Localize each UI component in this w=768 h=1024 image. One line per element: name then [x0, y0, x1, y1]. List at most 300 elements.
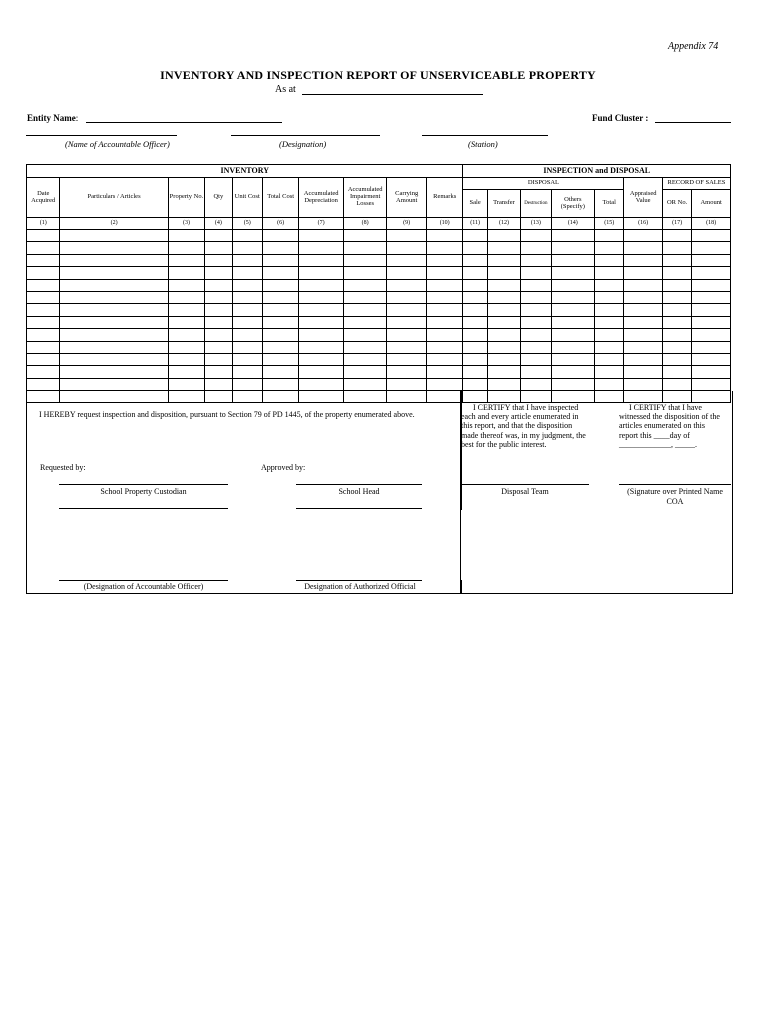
- table-cell[interactable]: [487, 366, 520, 378]
- table-cell[interactable]: [463, 353, 487, 365]
- table-cell[interactable]: [262, 230, 298, 242]
- table-cell[interactable]: [551, 230, 595, 242]
- table-cell[interactable]: [487, 242, 520, 254]
- table-cell[interactable]: [551, 329, 595, 341]
- table-cell[interactable]: [299, 378, 344, 390]
- table-cell[interactable]: [487, 304, 520, 316]
- table-cell[interactable]: [487, 291, 520, 303]
- table-cell[interactable]: [521, 230, 551, 242]
- accountable-officer-name-field[interactable]: [26, 135, 177, 136]
- table-cell[interactable]: [551, 341, 595, 353]
- table-cell[interactable]: [662, 230, 691, 242]
- column-number: (4): [205, 218, 232, 230]
- table-cell[interactable]: [232, 378, 262, 390]
- column-number: (10): [426, 218, 463, 230]
- table-cell[interactable]: [662, 366, 691, 378]
- table-cell[interactable]: [426, 279, 463, 291]
- column-number: (3): [168, 218, 204, 230]
- table-cell[interactable]: [60, 291, 168, 303]
- table-cell[interactable]: [487, 279, 520, 291]
- col-unit-cost: Unit Cost: [232, 178, 262, 218]
- table-cell[interactable]: [662, 267, 691, 279]
- table-cell[interactable]: [232, 341, 262, 353]
- table-cell[interactable]: [426, 291, 463, 303]
- table-row: [27, 230, 731, 242]
- table-cell[interactable]: [168, 366, 204, 378]
- table-cell[interactable]: [426, 230, 463, 242]
- table-cell[interactable]: [624, 230, 662, 242]
- table-cell[interactable]: [662, 291, 691, 303]
- table-cell[interactable]: [692, 242, 731, 254]
- entity-name-label: Entity Name:: [27, 113, 79, 123]
- table-cell[interactable]: [624, 304, 662, 316]
- table-cell[interactable]: [232, 291, 262, 303]
- table-cell[interactable]: [387, 279, 426, 291]
- table-cell[interactable]: [60, 230, 168, 242]
- table-cell[interactable]: [426, 353, 463, 365]
- table-cell[interactable]: [299, 254, 344, 266]
- designation-authorized-label: Designation of Authorized Official: [304, 582, 416, 591]
- table-cell[interactable]: [463, 366, 487, 378]
- table-cell[interactable]: [60, 267, 168, 279]
- table-cell[interactable]: [426, 242, 463, 254]
- table-cell[interactable]: [487, 378, 520, 390]
- table-cell[interactable]: [692, 329, 731, 341]
- table-cell[interactable]: [624, 291, 662, 303]
- table-cell[interactable]: [232, 353, 262, 365]
- table-cell[interactable]: [27, 329, 60, 341]
- table-cell[interactable]: [27, 378, 60, 390]
- table-cell[interactable]: [168, 267, 204, 279]
- col-accumulated-impairment: Accumulated Impairment Losses: [343, 178, 387, 218]
- table-cell[interactable]: [463, 316, 487, 328]
- table-cell[interactable]: [343, 291, 387, 303]
- table-cell[interactable]: [487, 230, 520, 242]
- table-cell[interactable]: [262, 254, 298, 266]
- table-cell[interactable]: [343, 279, 387, 291]
- table-cell[interactable]: [487, 254, 520, 266]
- table-cell[interactable]: [595, 291, 624, 303]
- table-cell[interactable]: [463, 230, 487, 242]
- inventory-table: [26, 164, 731, 403]
- table-cell[interactable]: [262, 267, 298, 279]
- table-cell[interactable]: [692, 304, 731, 316]
- table-cell[interactable]: [662, 279, 691, 291]
- table-cell[interactable]: [27, 291, 60, 303]
- table-cell[interactable]: [463, 341, 487, 353]
- table-row: [27, 329, 731, 341]
- table-cell[interactable]: [662, 378, 691, 390]
- table-cell[interactable]: [463, 267, 487, 279]
- station-caption: (Station): [468, 139, 498, 149]
- signature-printed-label: (Signature over Printed Name: [627, 487, 723, 496]
- col-destruction: Destruction: [521, 190, 551, 218]
- table-cell[interactable]: [624, 366, 662, 378]
- table-cell[interactable]: [168, 279, 204, 291]
- table-cell[interactable]: [27, 316, 60, 328]
- table-cell[interactable]: [595, 279, 624, 291]
- table-cell[interactable]: [168, 291, 204, 303]
- inventory-header: INVENTORY: [27, 165, 463, 178]
- table-cell[interactable]: [662, 242, 691, 254]
- table-cell[interactable]: [27, 267, 60, 279]
- col-property-no: Property No.: [168, 178, 204, 218]
- table-cell[interactable]: [299, 329, 344, 341]
- column-number: (15): [595, 218, 624, 230]
- form-bottom-border: [26, 593, 732, 594]
- table-cell[interactable]: [27, 304, 60, 316]
- table-cell[interactable]: [299, 267, 344, 279]
- column-number: (2): [60, 218, 168, 230]
- table-cell[interactable]: [27, 242, 60, 254]
- col-accumulated-depreciation: Accumulated Depreciation: [299, 178, 344, 218]
- school-property-custodian-label: School Property Custodian: [100, 487, 187, 496]
- table-cell[interactable]: [205, 353, 232, 365]
- table-cell[interactable]: [205, 316, 232, 328]
- table-cell[interactable]: [205, 242, 232, 254]
- table-cell[interactable]: [487, 341, 520, 353]
- blank-gap: [26, 510, 732, 580]
- table-cell[interactable]: [426, 329, 463, 341]
- table-cell[interactable]: [463, 254, 487, 266]
- table-cell[interactable]: [387, 230, 426, 242]
- table-cell[interactable]: [487, 316, 520, 328]
- table-cell[interactable]: [624, 242, 662, 254]
- table-cell[interactable]: [232, 254, 262, 266]
- table-cell[interactable]: [299, 242, 344, 254]
- table-cell[interactable]: [343, 267, 387, 279]
- table-cell[interactable]: [595, 267, 624, 279]
- table-cell[interactable]: [551, 366, 595, 378]
- table-cell[interactable]: [232, 316, 262, 328]
- table-cell[interactable]: [343, 353, 387, 365]
- table-cell[interactable]: [387, 378, 426, 390]
- table-cell[interactable]: [343, 304, 387, 316]
- table-cell[interactable]: [463, 378, 487, 390]
- table-cell[interactable]: [299, 230, 344, 242]
- table-cell[interactable]: [168, 353, 204, 365]
- table-cell[interactable]: [595, 353, 624, 365]
- table-cell[interactable]: [463, 279, 487, 291]
- table-cell[interactable]: [662, 341, 691, 353]
- table-cell[interactable]: [426, 378, 463, 390]
- table-cell[interactable]: [27, 353, 60, 365]
- certify-inspected-text: I CERTIFY that I have inspected each and every article enumerated in this report, and that the disposition made thereof was, in my judgment, the best for the public interest.: [461, 403, 586, 449]
- custodian-line-2[interactable]: [59, 508, 228, 509]
- table-cell[interactable]: [205, 230, 232, 242]
- column-number: (9): [387, 218, 426, 230]
- col-amount: Amount: [692, 190, 731, 218]
- column-number: (7): [299, 218, 344, 230]
- table-cell[interactable]: [595, 341, 624, 353]
- table-cell[interactable]: [27, 341, 60, 353]
- col-particulars: Particulars / Articles: [60, 178, 168, 218]
- table-cell[interactable]: [205, 304, 232, 316]
- table-cell[interactable]: [692, 279, 731, 291]
- column-number: (17): [662, 218, 691, 230]
- table-cell[interactable]: [343, 341, 387, 353]
- fund-cluster-field[interactable]: [655, 122, 731, 123]
- school-head-line-2[interactable]: [296, 508, 422, 509]
- table-cell[interactable]: [551, 267, 595, 279]
- table-cell[interactable]: [27, 254, 60, 266]
- table-cell[interactable]: [426, 254, 463, 266]
- designation-caption: (Designation): [279, 139, 327, 149]
- col-appraised-value: Appraised Value: [624, 178, 662, 218]
- table-cell[interactable]: [387, 304, 426, 316]
- table-cell[interactable]: [595, 230, 624, 242]
- table-cell[interactable]: [232, 230, 262, 242]
- table-cell[interactable]: [168, 329, 204, 341]
- table-cell[interactable]: [624, 341, 662, 353]
- school-head-signature-field[interactable]: [296, 484, 422, 485]
- table-cell[interactable]: [27, 366, 60, 378]
- table-cell[interactable]: [595, 378, 624, 390]
- record-of-sales-subheader: RECORD OF SALES: [662, 178, 730, 190]
- table-cell[interactable]: [343, 230, 387, 242]
- table-cell[interactable]: [387, 329, 426, 341]
- table-cell[interactable]: [624, 316, 662, 328]
- table-cell[interactable]: [387, 291, 426, 303]
- station-field[interactable]: [422, 135, 548, 136]
- table-cell[interactable]: [387, 353, 426, 365]
- table-cell[interactable]: [299, 316, 344, 328]
- table-cell[interactable]: [624, 329, 662, 341]
- table-cell[interactable]: [662, 353, 691, 365]
- table-cell[interactable]: [299, 353, 344, 365]
- table-cell[interactable]: [595, 366, 624, 378]
- table-cell[interactable]: [343, 254, 387, 266]
- table-cell[interactable]: [60, 353, 168, 365]
- table-cell[interactable]: [551, 316, 595, 328]
- table-cell[interactable]: [205, 329, 232, 341]
- table-cell[interactable]: [262, 242, 298, 254]
- table-cell[interactable]: [463, 242, 487, 254]
- table-cell[interactable]: [60, 329, 168, 341]
- inspection-disposal-header: INSPECTION and DISPOSAL: [463, 165, 731, 178]
- table-cell[interactable]: [521, 279, 551, 291]
- table-cell[interactable]: [387, 254, 426, 266]
- table-cell[interactable]: [595, 254, 624, 266]
- table-cell[interactable]: [299, 279, 344, 291]
- table-cell[interactable]: [426, 366, 463, 378]
- table-row: [27, 267, 731, 279]
- table-cell[interactable]: [27, 230, 60, 242]
- table-cell[interactable]: [551, 254, 595, 266]
- table-cell[interactable]: [60, 242, 168, 254]
- table-cell[interactable]: [60, 341, 168, 353]
- column-number: (6): [262, 218, 298, 230]
- coa-signature-field[interactable]: [619, 484, 731, 485]
- table-cell[interactable]: [387, 366, 426, 378]
- table-cell[interactable]: [624, 378, 662, 390]
- table-cell[interactable]: [60, 366, 168, 378]
- table-cell[interactable]: [692, 341, 731, 353]
- table-cell[interactable]: [168, 316, 204, 328]
- table-cell[interactable]: [232, 267, 262, 279]
- table-cell[interactable]: [205, 366, 232, 378]
- table-cell[interactable]: [595, 329, 624, 341]
- table-cell[interactable]: [343, 366, 387, 378]
- table-cell[interactable]: [521, 316, 551, 328]
- table-cell[interactable]: [551, 242, 595, 254]
- table-cell[interactable]: [426, 267, 463, 279]
- column-number: (16): [624, 218, 662, 230]
- table-cell[interactable]: [205, 254, 232, 266]
- table-cell[interactable]: [343, 378, 387, 390]
- appendix-label: Appendix 74: [668, 41, 719, 52]
- table-cell[interactable]: [662, 316, 691, 328]
- table-cell[interactable]: [487, 267, 520, 279]
- table-cell[interactable]: [662, 304, 691, 316]
- table-cell[interactable]: [262, 378, 298, 390]
- table-cell[interactable]: [299, 291, 344, 303]
- table-cell[interactable]: [692, 366, 731, 378]
- table-cell[interactable]: [232, 329, 262, 341]
- table-cell[interactable]: [60, 316, 168, 328]
- approved-by-label: Approved by:: [261, 463, 306, 472]
- table-cell[interactable]: [595, 316, 624, 328]
- table-cell[interactable]: [551, 291, 595, 303]
- col-transfer: Transfer: [487, 190, 520, 218]
- table-cell[interactable]: [232, 366, 262, 378]
- table-cell[interactable]: [426, 304, 463, 316]
- table-cell[interactable]: [343, 329, 387, 341]
- table-row: [27, 378, 731, 390]
- table-cell[interactable]: [299, 341, 344, 353]
- table-cell[interactable]: [624, 254, 662, 266]
- table-cell[interactable]: [595, 304, 624, 316]
- table-cell[interactable]: [692, 291, 731, 303]
- table-cell[interactable]: [262, 316, 298, 328]
- table-cell[interactable]: [387, 341, 426, 353]
- table-cell[interactable]: [521, 378, 551, 390]
- table-cell[interactable]: [168, 341, 204, 353]
- table-cell[interactable]: [521, 366, 551, 378]
- column-number: (13): [521, 218, 551, 230]
- col-remarks: Remarks: [426, 178, 463, 218]
- table-cell[interactable]: [168, 254, 204, 266]
- table-cell[interactable]: [387, 316, 426, 328]
- table-cell[interactable]: [262, 304, 298, 316]
- table-cell[interactable]: [60, 254, 168, 266]
- table-row: [27, 316, 731, 328]
- table-cell[interactable]: [551, 353, 595, 365]
- table-cell[interactable]: [463, 329, 487, 341]
- table-cell[interactable]: [299, 366, 344, 378]
- table-cell[interactable]: [624, 353, 662, 365]
- table-cell[interactable]: [168, 378, 204, 390]
- name-caption: (Name of Accountable Officer): [65, 139, 170, 149]
- table-cell[interactable]: [487, 353, 520, 365]
- table-cell[interactable]: [521, 242, 551, 254]
- table-cell[interactable]: [232, 279, 262, 291]
- table-cell[interactable]: [262, 353, 298, 365]
- table-cell[interactable]: [521, 291, 551, 303]
- table-cell[interactable]: [205, 279, 232, 291]
- table-cell[interactable]: [662, 254, 691, 266]
- table-cell[interactable]: [692, 378, 731, 390]
- table-cell[interactable]: [168, 242, 204, 254]
- table-cell[interactable]: [387, 242, 426, 254]
- entity-name-field[interactable]: [86, 122, 282, 123]
- table-cell[interactable]: [262, 366, 298, 378]
- accountable-designation-field[interactable]: [59, 580, 228, 581]
- table-cell[interactable]: [595, 242, 624, 254]
- table-cell[interactable]: [692, 230, 731, 242]
- table-cell[interactable]: [426, 341, 463, 353]
- table-cell[interactable]: [387, 267, 426, 279]
- table-cell[interactable]: [551, 378, 595, 390]
- table-cell[interactable]: [60, 304, 168, 316]
- table-cell[interactable]: [624, 267, 662, 279]
- table-cell[interactable]: [60, 279, 168, 291]
- table-cell[interactable]: [692, 316, 731, 328]
- table-cell[interactable]: [487, 329, 520, 341]
- disposal-subheader: DISPOSAL: [463, 178, 624, 190]
- col-others: Others (Specify): [551, 190, 595, 218]
- table-cell[interactable]: [692, 267, 731, 279]
- table-cell[interactable]: [521, 254, 551, 266]
- table-cell[interactable]: [551, 304, 595, 316]
- table-row: [27, 304, 731, 316]
- table-cell[interactable]: [692, 353, 731, 365]
- as-at-field[interactable]: [302, 94, 483, 95]
- table-cell[interactable]: [463, 304, 487, 316]
- table-cell[interactable]: [27, 279, 60, 291]
- table-cell[interactable]: [624, 279, 662, 291]
- custodian-signature-field[interactable]: [59, 484, 228, 485]
- col-total: Total: [595, 190, 624, 218]
- disposal-team-signature-field[interactable]: [461, 484, 589, 485]
- table-cell[interactable]: [551, 279, 595, 291]
- designation-field[interactable]: [231, 135, 380, 136]
- table-cell[interactable]: [662, 329, 691, 341]
- table-cell[interactable]: [521, 267, 551, 279]
- table-cell[interactable]: [521, 341, 551, 353]
- table-cell[interactable]: [205, 291, 232, 303]
- table-cell[interactable]: [262, 279, 298, 291]
- table-cell[interactable]: [262, 341, 298, 353]
- table-cell[interactable]: [205, 378, 232, 390]
- table-cell[interactable]: [343, 242, 387, 254]
- table-cell[interactable]: [521, 353, 551, 365]
- table-cell[interactable]: [232, 242, 262, 254]
- table-cell[interactable]: [426, 316, 463, 328]
- table-cell[interactable]: [463, 291, 487, 303]
- table-row: [27, 254, 731, 266]
- table-cell[interactable]: [299, 304, 344, 316]
- table-cell[interactable]: [168, 230, 204, 242]
- table-cell[interactable]: [168, 304, 204, 316]
- table-cell[interactable]: [262, 329, 298, 341]
- table-cell[interactable]: [205, 267, 232, 279]
- table-cell[interactable]: [232, 304, 262, 316]
- table-cell[interactable]: [60, 378, 168, 390]
- table-cell[interactable]: [521, 304, 551, 316]
- col-qty: Qty: [205, 178, 232, 218]
- table-row: [27, 242, 731, 254]
- table-cell[interactable]: [521, 329, 551, 341]
- certify-witnessed-text: I CERTIFY that I have witnessed the disposition of the articles enumerated on this report this ____day of _____________, _____.: [619, 403, 720, 449]
- column-number: (18): [692, 218, 731, 230]
- table-cell[interactable]: [205, 341, 232, 353]
- column-number-row: [27, 218, 731, 230]
- table-cell[interactable]: [343, 316, 387, 328]
- table-cell[interactable]: [692, 254, 731, 266]
- table-cell[interactable]: [262, 291, 298, 303]
- authorized-designation-field[interactable]: [296, 580, 422, 581]
